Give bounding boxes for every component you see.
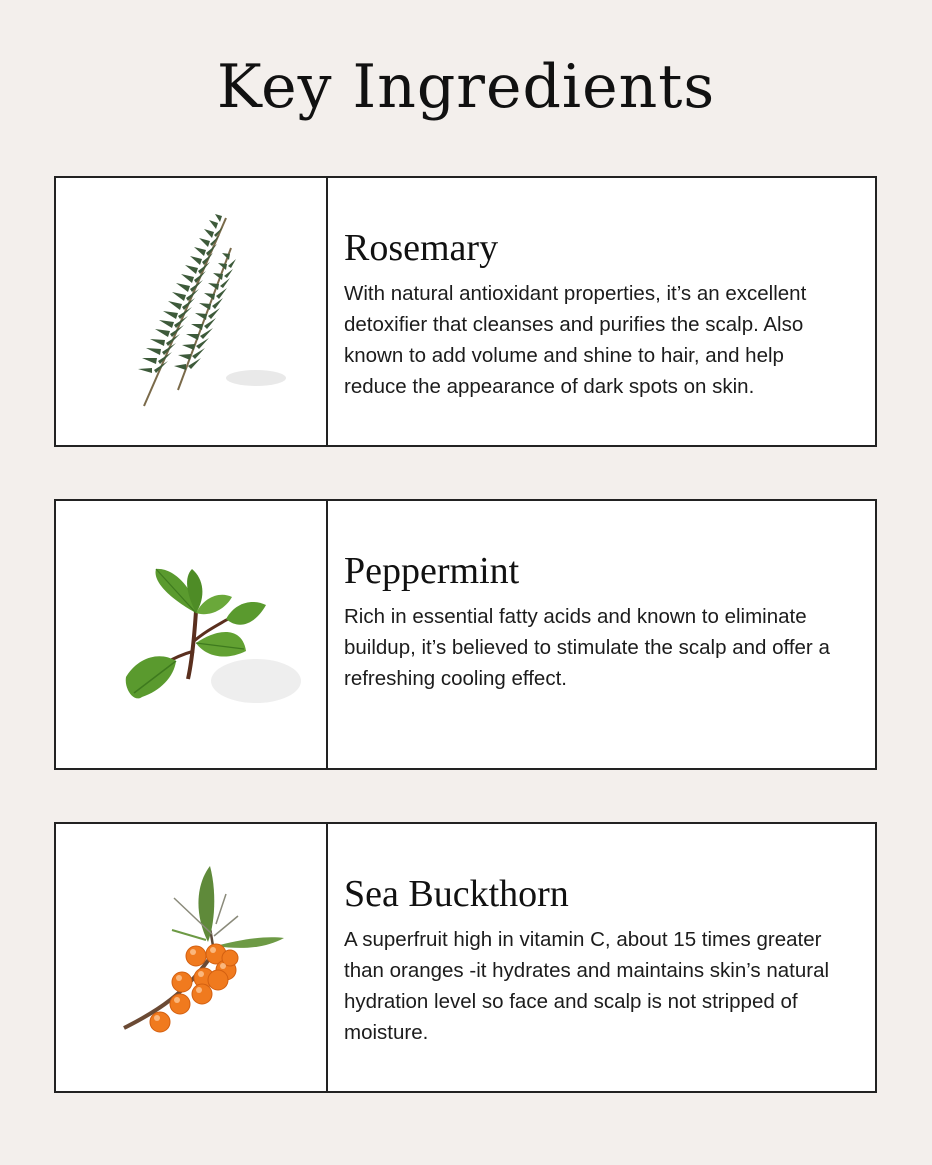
ingredient-description: A superfruit high in vitamin C, about 15 times greater than oranges -it hydrates and maintains skin’s natural hydration level so face and scalp is not stripped of moisture. [344,928,830,1044]
ingredient-name: Peppermint [344,550,520,592]
ingredient-card-rosemary [54,176,877,447]
ingredient-image-cell [56,824,328,1091]
ingredient-description: With natural antioxidant properties, it’s an excellent detoxifier that cleanses and purifies the scalp. Also known to add volume and shine to hair, and help reduce the appearance of dark spots on skin. [344,282,807,398]
ingredient-name: Rosemary [344,227,499,269]
ingredient-name: Sea Buckthorn [344,873,569,915]
page-title: Key Ingredients [216,52,716,122]
ingredient-card-sea-buckthorn [54,822,877,1093]
sea-buckthorn-berries-image [56,824,326,1093]
ingredient-card-peppermint [54,499,877,770]
ingredient-description: Rich in essential fatty acids and known to eliminate buildup, it’s believed to stimulate the scalp and offer a refreshing cooling effect. [344,605,830,690]
rosemary-sprig-image [56,178,326,447]
peppermint-leaves-image [56,501,326,770]
ingredient-image-cell [56,178,328,445]
ingredient-text-cell [328,178,875,445]
ingredient-image-cell [56,501,328,768]
ingredient-text-cell [328,501,875,768]
ingredient-text-cell [328,824,875,1091]
